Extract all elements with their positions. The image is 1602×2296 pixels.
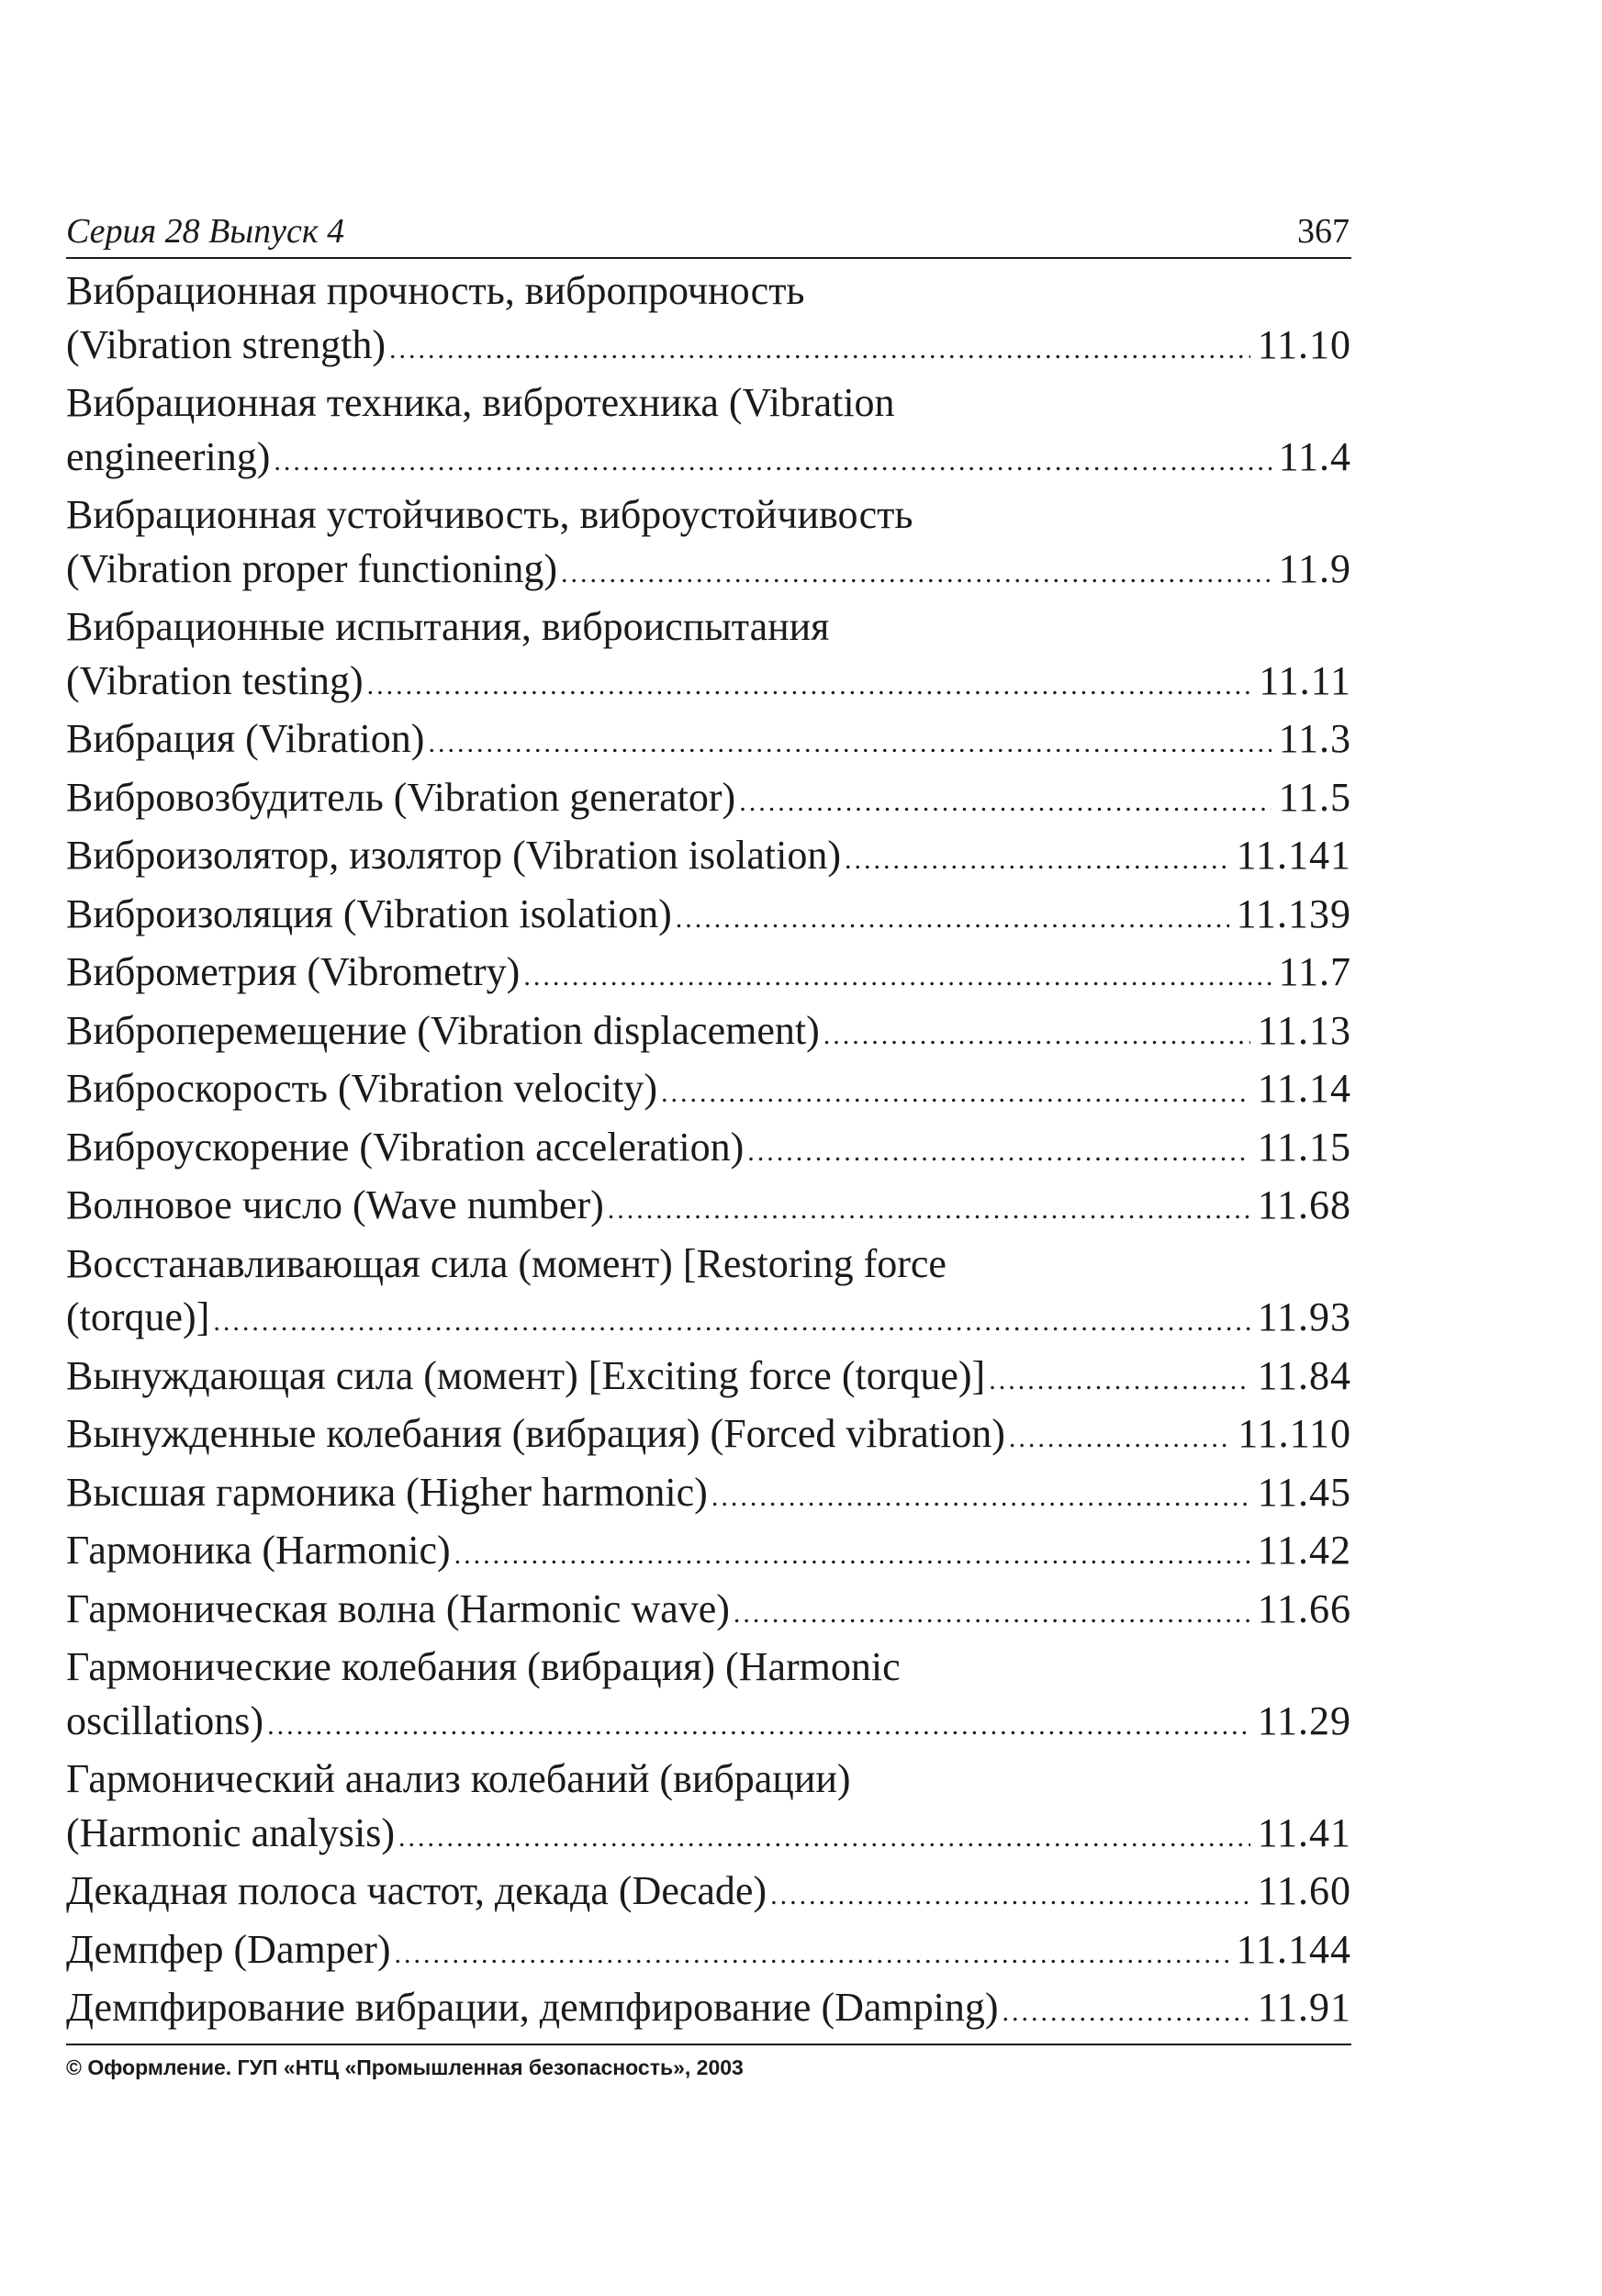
entry-reference: 11.7 xyxy=(1278,949,1351,994)
index-entry xyxy=(66,829,1351,888)
dot-leader xyxy=(770,1869,1250,1923)
entry-term: Виброускорение (Vibration acceleration) xyxy=(66,1124,745,1170)
entry-line xyxy=(66,888,1351,946)
entry-reference: 11.42 xyxy=(1257,1528,1351,1573)
dot-leader xyxy=(661,1067,1250,1121)
dot-leader xyxy=(428,717,1271,771)
index-entry xyxy=(66,946,1351,1004)
entry-line xyxy=(66,1350,1351,1408)
index-entry xyxy=(66,1865,1351,1923)
entry-term: Гармоника (Harmonic) xyxy=(66,1528,451,1573)
entry-term: Вынуждающая сила (момент) [Exciting force (torque)] xyxy=(66,1352,986,1398)
entry-line xyxy=(66,1004,1351,1063)
running-head xyxy=(66,211,1351,259)
dot-leader xyxy=(1003,1986,1250,2040)
entry-term: Волновое число (Wave number) xyxy=(66,1182,604,1227)
entry-line xyxy=(66,1865,1351,1923)
entry-reference: 11.3 xyxy=(1278,716,1351,761)
index-entry xyxy=(66,1407,1351,1466)
dot-leader xyxy=(395,1928,1229,1982)
index-entry xyxy=(66,1641,1351,1753)
index-entry xyxy=(66,264,1351,376)
dot-leader xyxy=(823,1009,1250,1063)
index-entry xyxy=(66,1466,1351,1525)
entry-term-first-line: Вибрационные испытания, виброиспытания xyxy=(66,604,830,649)
entry-term: (Vibration testing) xyxy=(66,657,364,703)
entry-term-first-line: Гармонические колебания (вибрация) (Harmonic xyxy=(66,1644,901,1689)
index-entry xyxy=(66,1062,1351,1121)
entry-line xyxy=(66,1583,1351,1641)
dot-leader xyxy=(989,1354,1249,1408)
index-entry xyxy=(66,888,1351,946)
entry-term: Демпфирование вибрации, демпфирование (Damping) xyxy=(66,1985,999,2030)
entry-reference: 11.9 xyxy=(1278,545,1351,591)
entry-line xyxy=(66,712,1351,771)
index-entry xyxy=(66,488,1351,600)
entry-reference: 11.15 xyxy=(1257,1124,1351,1170)
index-entry xyxy=(66,1238,1351,1350)
entry-line xyxy=(66,1466,1351,1525)
dot-leader xyxy=(398,1811,1250,1865)
index-entry xyxy=(66,1524,1351,1583)
dot-leader xyxy=(389,323,1250,377)
dot-leader xyxy=(523,950,1271,1004)
entry-reference: 11.11 xyxy=(1259,657,1351,703)
entry-term-first-line: Вибрационная прочность, вибропрочность xyxy=(66,268,805,313)
entry-term: Высшая гармоника (Higher harmonic) xyxy=(66,1469,708,1515)
entry-term: (torque)] xyxy=(66,1294,210,1339)
entry-term: Демпфер (Damper) xyxy=(66,1926,391,1972)
entry-reference: 11.5 xyxy=(1278,774,1351,820)
entry-reference: 11.13 xyxy=(1257,1007,1351,1053)
entry-term-first-line: Вибрационная устойчивость, виброустойчивость xyxy=(66,492,913,537)
index-entry xyxy=(66,771,1351,830)
entry-term: Декадная полоса частот, декада (Decade) xyxy=(66,1868,767,1913)
entry-term: Вынужденные колебания (вибрация) (Forced vibration) xyxy=(66,1411,1005,1456)
entry-line xyxy=(66,1407,1351,1466)
dot-leader xyxy=(845,834,1229,888)
entry-line xyxy=(66,946,1351,1004)
entry-line xyxy=(66,543,1351,601)
index-entry xyxy=(66,1121,1351,1180)
entry-reference: 11.93 xyxy=(1257,1294,1351,1339)
entry-reference: 11.139 xyxy=(1236,890,1351,936)
index-entry xyxy=(66,1923,1351,1982)
entry-term: (Vibration proper functioning) xyxy=(66,545,557,591)
entry-term: Вибрация (Vibration) xyxy=(66,716,425,761)
entry-term: (Vibration strength) xyxy=(66,321,386,367)
entry-line xyxy=(66,319,1351,377)
index-entry xyxy=(66,1350,1351,1408)
entry-line xyxy=(66,1121,1351,1180)
dot-leader xyxy=(739,776,1271,830)
entry-term: (Harmonic analysis) xyxy=(66,1809,395,1855)
entry-term: Виброперемещение (Vibration displacement) xyxy=(66,1007,820,1053)
dot-leader xyxy=(747,1126,1249,1180)
index-entry xyxy=(66,1004,1351,1063)
copyright-footer: © Оформление. ГУП «НТЦ «Промышленная безопасность», 2003 xyxy=(66,2044,1351,2080)
entry-term: Гармоническая волна (Harmonic wave) xyxy=(66,1585,730,1631)
entry-reference: 11.84 xyxy=(1257,1352,1351,1398)
index-entry xyxy=(66,1179,1351,1238)
index-entry xyxy=(66,376,1351,488)
dot-leader xyxy=(676,892,1229,946)
entry-line xyxy=(66,1179,1351,1238)
entry-line xyxy=(66,1524,1351,1583)
index-entry xyxy=(66,600,1351,712)
entry-reference: 11.91 xyxy=(1257,1985,1351,2030)
entry-term: engineering) xyxy=(66,433,271,479)
entry-reference: 11.68 xyxy=(1257,1182,1351,1227)
entry-term: Виброизолятор, изолятор (Vibration isolation) xyxy=(66,833,841,878)
document-page xyxy=(66,211,1351,2040)
entry-line xyxy=(66,655,1351,713)
page-number: 367 xyxy=(1297,212,1350,251)
index-entry xyxy=(66,1753,1351,1865)
dot-leader xyxy=(734,1587,1250,1641)
index-list xyxy=(66,264,1351,2040)
entry-term: Вибровозбудитель (Vibration generator) xyxy=(66,774,736,820)
entry-reference: 11.144 xyxy=(1236,1926,1351,1972)
dot-leader xyxy=(608,1183,1250,1238)
entry-line xyxy=(66,829,1351,888)
entry-term: oscillations) xyxy=(66,1697,264,1743)
entry-line xyxy=(66,771,1351,830)
entry-reference: 11.14 xyxy=(1257,1066,1351,1111)
entry-line xyxy=(66,1981,1351,2040)
dot-leader xyxy=(1009,1412,1230,1466)
entry-line xyxy=(66,1062,1351,1121)
dot-leader xyxy=(454,1529,1250,1583)
entry-line xyxy=(66,1695,1351,1753)
entry-reference: 11.45 xyxy=(1257,1469,1351,1515)
entry-reference: 11.41 xyxy=(1257,1809,1351,1855)
entry-line xyxy=(66,1291,1351,1350)
index-entry xyxy=(66,1981,1351,2040)
entry-term-first-line: Восстанавливающая сила (момент) [Restoring force xyxy=(66,1240,947,1286)
entry-reference: 11.66 xyxy=(1257,1585,1351,1631)
entry-term: Виброизоляция (Vibration isolation) xyxy=(66,890,672,936)
entry-reference: 11.141 xyxy=(1236,833,1351,878)
index-entry xyxy=(66,712,1351,771)
entry-term: Виброскорость (Vibration velocity) xyxy=(66,1066,657,1111)
entry-reference: 11.110 xyxy=(1238,1411,1351,1456)
dot-leader xyxy=(274,435,1271,489)
dot-leader xyxy=(213,1295,1249,1350)
series-title: Серия 28 Выпуск 4 xyxy=(66,212,345,251)
entry-term-first-line: Гармонический анализ колебаний (вибрации) xyxy=(66,1756,851,1801)
entry-reference: 11.29 xyxy=(1257,1697,1351,1743)
dot-leader xyxy=(711,1471,1250,1525)
dot-leader xyxy=(367,659,1252,713)
entry-line xyxy=(66,1807,1351,1865)
dot-leader xyxy=(267,1699,1250,1753)
index-entry xyxy=(66,1583,1351,1641)
entry-reference: 11.10 xyxy=(1257,321,1351,367)
entry-line xyxy=(66,1923,1351,1982)
entry-term: Виброметрия (Vibrometry) xyxy=(66,949,521,994)
entry-reference: 11.60 xyxy=(1257,1868,1351,1913)
dot-leader xyxy=(561,547,1272,601)
entry-line xyxy=(66,431,1351,489)
entry-term-first-line: Вибрационная техника, вибротехника (Vibration xyxy=(66,380,895,425)
entry-reference: 11.4 xyxy=(1278,433,1351,479)
